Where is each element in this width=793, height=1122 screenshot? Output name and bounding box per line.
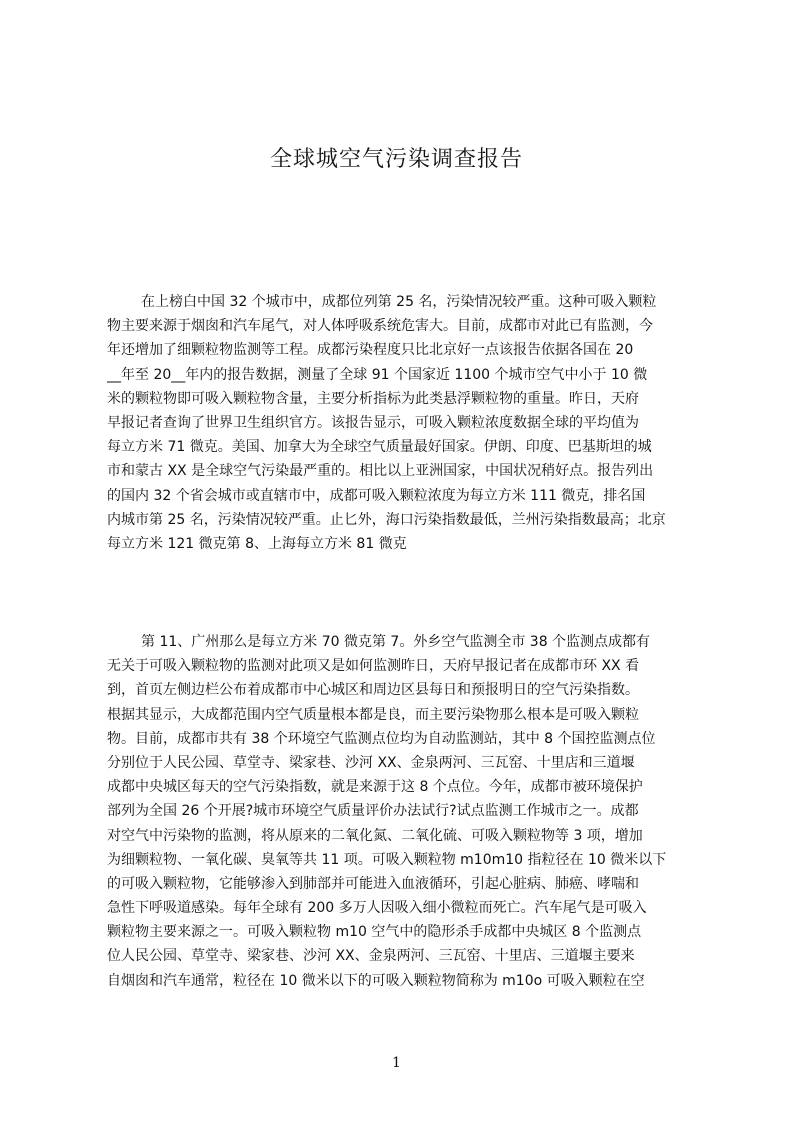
text-line: 根据其显示，大成都范围内空气质量根本都是良，而主要污染物那么根本是可吸入颗粒 [107,706,639,723]
page-number: 1 [392,1055,401,1071]
text-line: 成都中央城区每天的空气污染指数，就是来源于这 8 个点位。今年，成都市被环境保护 [107,779,643,796]
text-line: 物主要来源于烟囱和汽车尾气，对人体呼吸系统危害大。目前，成都市对此已有监测，今 [107,318,653,335]
text-line: 颗粒物主要来源之一。可吸入颗粒物 m10 空气中的隐形杀手成都中央城区 8 个监测点 [107,924,642,941]
paragraph-1 [107,290,697,556]
text-line: 在上榜白中国 32 个城市中，成都位列第 25 名，污染情况较严重。这种可吸入颗粒 [141,294,657,310]
text-line: 年还增加了细颗粒物监测等工程。成都污染程度只比北京好一点该报告依据各国在 20 [107,342,634,359]
text-line: 第 11、广州那么是每立方米 70 微克第 7。外乡空气监测全市 38 个监测点成都有 [141,634,651,650]
text-line: 的可吸入颗粒物，它能够渗入到肺部并可能进入血液循环，引起心脏病、肺癌、哮喘和 [107,875,639,892]
document-title: 全球城空气污染调查报告 [269,147,523,172]
text-line: 物。目前，成都市共有 38 个环境空气监测点位均为自动监测站，其中 8 个国控监测点位 [107,730,656,747]
text-line: 对空气中污染物的监测，将从原来的二氧化氮、二氧化硫、可吸入颗粒物等 3 项，增加 [107,827,643,844]
text-line: 每立方米 121 微克第 8、上海每立方米 81 微克 [107,535,407,552]
text-line: 每立方米 71 微克。美国、加拿大为全球空气质量最好国家。伊朗、印度、巴基斯坦的城 [107,439,652,456]
text-line: 自烟囱和汽车通常，粒径在 10 微米以下的可吸入颗粒物简称为 m10o 可吸入颗粒在空 [107,972,645,989]
text-line: 米的颗粒物即可吸入颗粒物含量，主要分析指标为此类悬浮颗粒物的重量。昨日，天府 [107,390,639,407]
text-line: 位人民公园、草堂寺、梁家巷、沙河 XX、金泉两河、三瓦窑、十里店、三道堰主要来 [107,948,635,965]
text-line: 分别位于人民公园、草堂寺、梁家巷、沙河 XX、金泉两河、三瓦窑、十里店和三道堰 [107,754,635,771]
text-line: 无关于可吸入颗粒物的监测对此项又是如何监测昨日，天府早报记者在成都市环 XX 看 [107,658,640,675]
text-line: 早报记者查询了世界卫生组织官方。该报告显示，可吸入颗粒浓度数据全球的平均值为 [107,414,639,431]
text-line: __年至 20__年内的报告数据，测量了全球 91 个国家近 1100 个城市空气中小于 10 微 [107,366,648,383]
paragraph-2 [107,630,697,993]
text-line: 为细颗粒物、一氧化碳、臭氧等共 11 项。可吸入颗粒物 m10m10 指粒径在 10 微米以下 [107,851,667,868]
text-line: 急性下呼吸道感染。每年全球有 200 多万人因吸入细小微粒而死亡。汽车尾气是可吸入 [107,900,647,917]
text-line: 的国内 32 个省会城市或直辖市中，成都可吸入颗粒浓度为每立方米 111 微克，排名国 [107,487,646,504]
text-line: 市和蒙古 XX 是全球空气污染最严重的。相比以上亚洲国家，中国状况稍好点。报告列出 [107,463,654,480]
text-line: 部列为全国 26 个开展?城市环境空气质量评价办法试行?试点监测工作城市之一。成都 [107,803,639,820]
text-line: 到，首页左侧边栏公布着成都市中心城区和周边区县每日和预报明日的空气污染指数。 [107,682,639,699]
text-line: 内城市第 25 名，污染情况较严重。止匕外，海口污染指数最低，兰州污染指数最高；北京 [107,511,666,528]
